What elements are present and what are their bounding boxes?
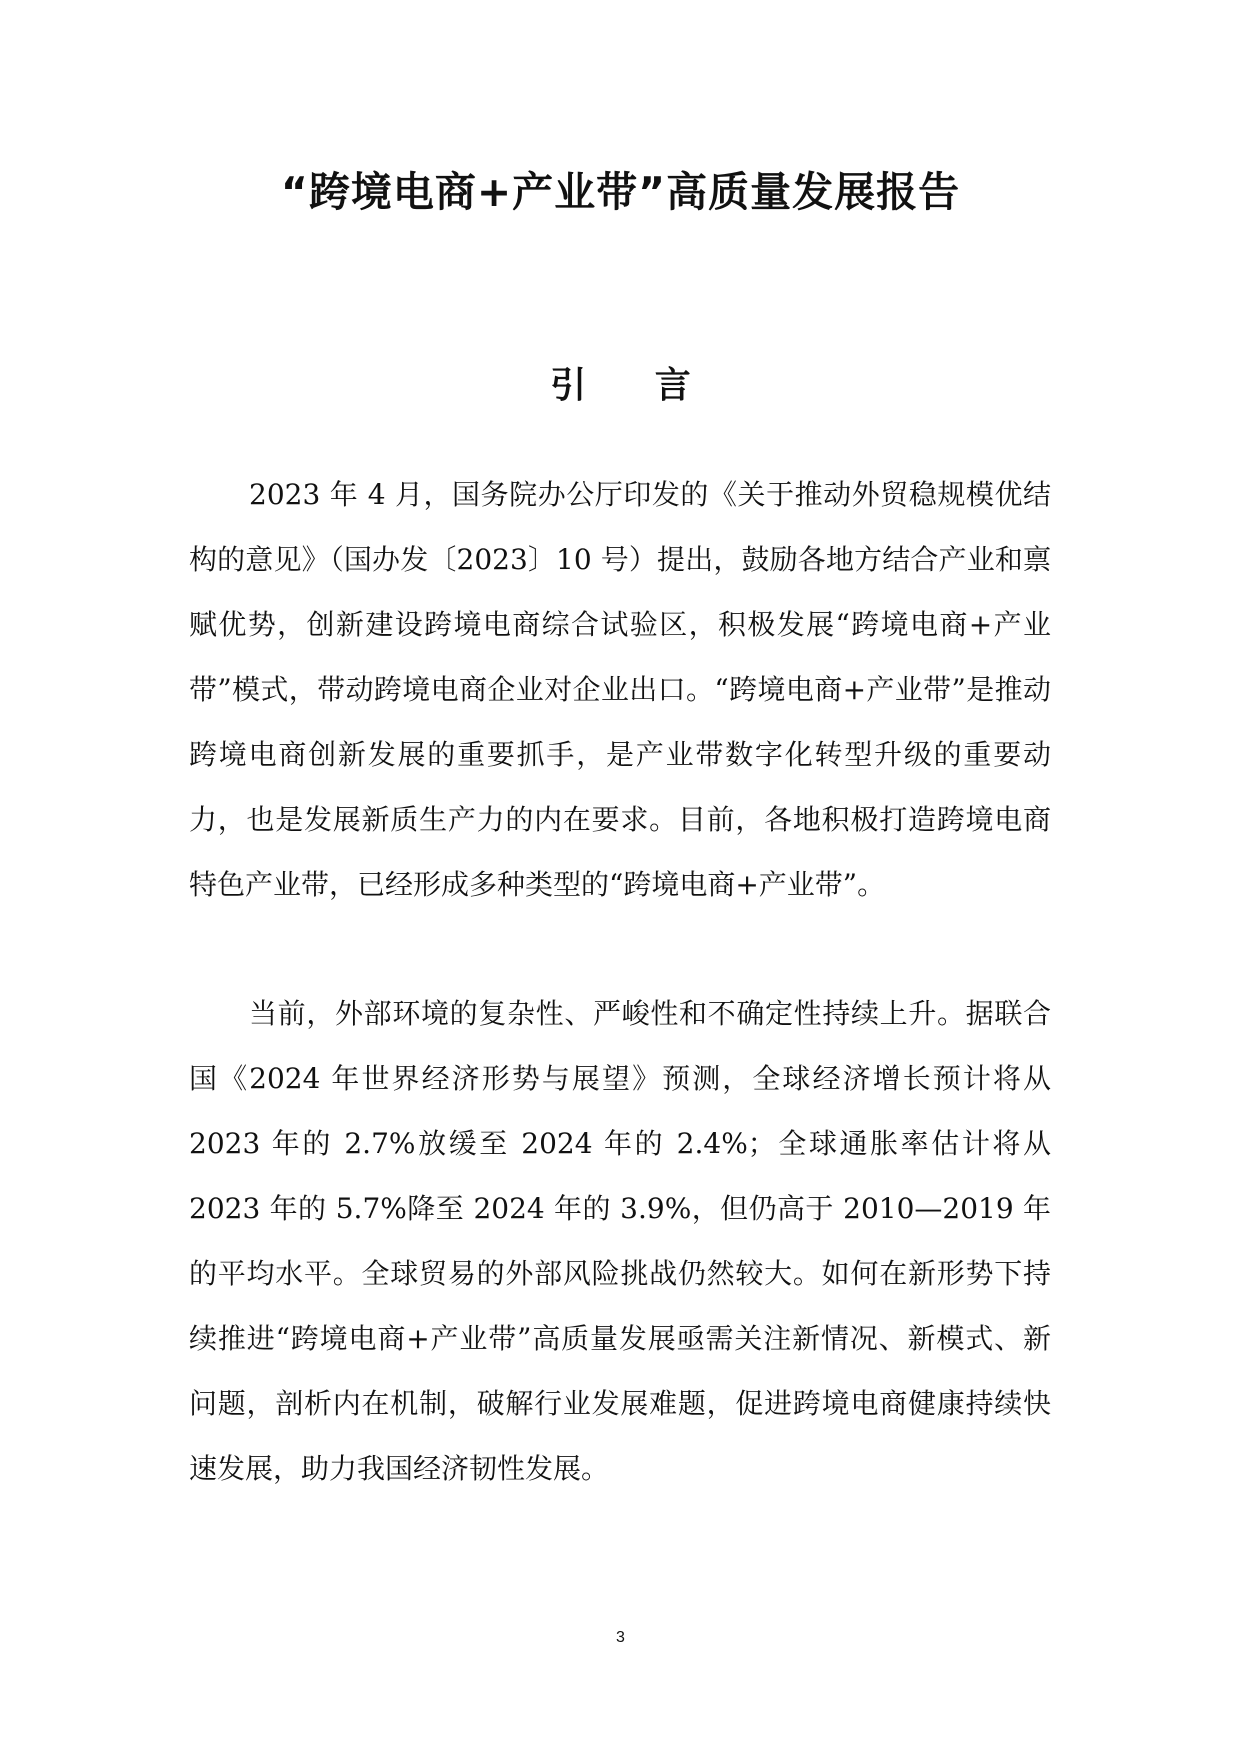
body-paragraph: 2023 年 4 月，国务院办公厅印发的《关于推动外贸稳规模优结构的意见》（国办发〔2023〕10 号）提出，鼓励各地方结合产业和禀赋优势，创新建设跨境电商综合试验区，积极发展“跨境电商+产业带”模式，带动跨境电商企业对企业出口。“跨境电商+产业带”是推动跨境电商创新发展的重要抓手，是产业带数字化转型升级的重要动力，也是发展新质生产力的内在要求。目前，各地积极打造跨境电商特色产业带，已经形成多种类型的“跨境电商+产业带”。 — [189, 478, 1051, 901]
body-paragraph: 当前，外部环境的复杂性、严峻性和不确定性持续上升。据联合国《2024 年世界经济形势与展望》预测，全球经济增长预计将从 2023 年的 2.7%放缓至 2024 年的 2.4%；全球通胀率估计将从 2023 年的 5.7%降至 2024 年的 3.9%，但仍高于 2010—2019 年的平均水平。全球贸易的外部风险挑战仍然较大。如何在新形势下持续推进“跨境电商+产业带”高质量发展亟需关注新情况、新模式、新问题，剖析内在机制，破解行业发展难题，促进跨境电商健康持续快速发展，助力我国经济韧性发展。 — [189, 997, 1051, 1485]
section-heading: 引 言 — [550, 365, 719, 406]
document-title: “跨境电商+产业带”高质量发展报告 — [280, 168, 961, 216]
page-number: 3 — [616, 1629, 625, 1646]
